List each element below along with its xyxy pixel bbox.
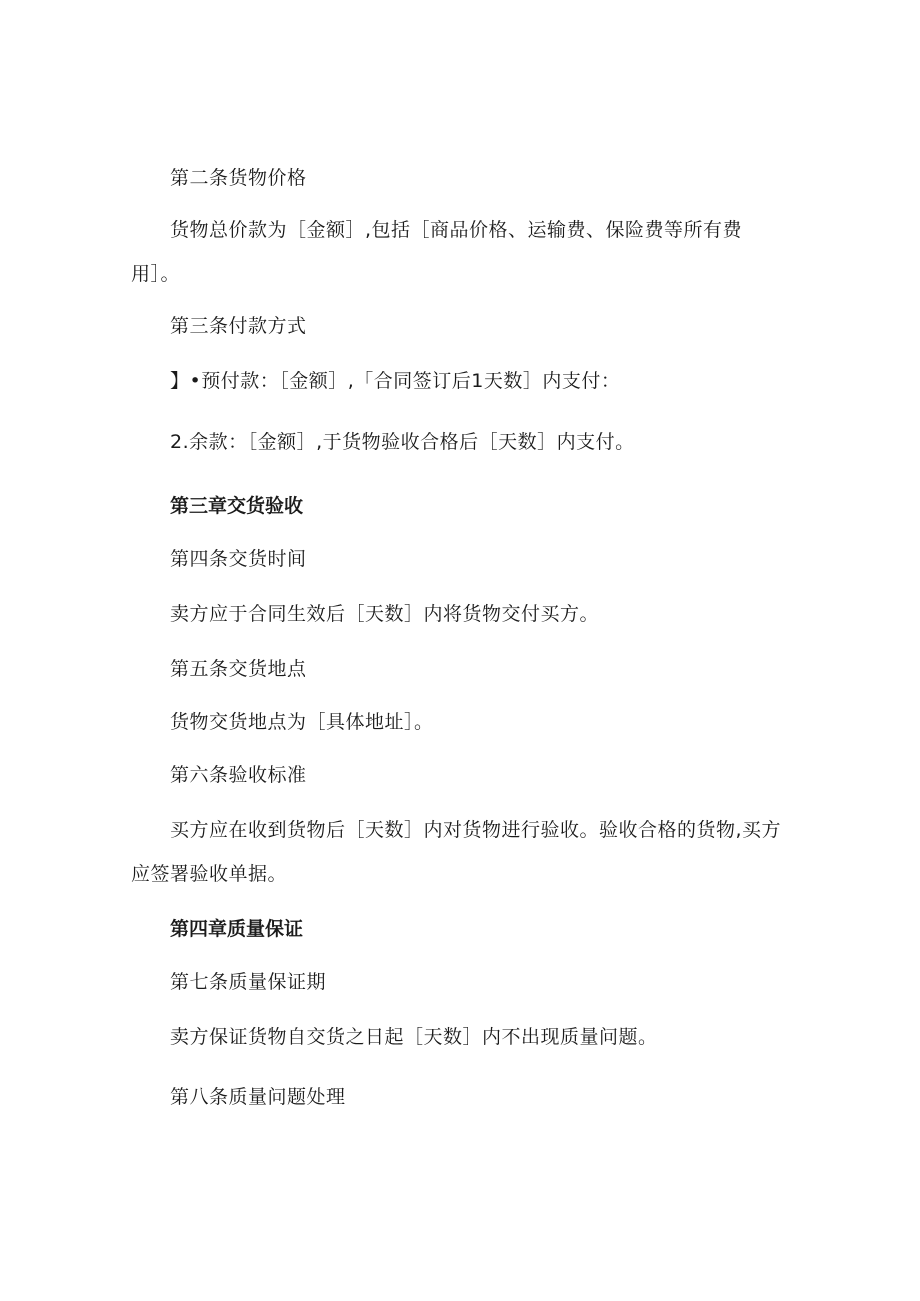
article-3-item-1: 】•预付款：［金额］,「合同签订后1天数］内支付： [170,370,621,392]
article-3-title: 第三条付款方式 [170,315,307,337]
article-2-body: 货物总价款为［金额］,包括［商品价格、运输费、保险费等所有费用］。 [131,219,743,285]
article-8-title: 第八条质量问题处理 [170,1086,346,1108]
article-2-title: 第二条货物价格 [170,167,307,189]
article-5-body: 货物交货地点为［具体地址］。 [170,711,434,733]
article-3-item-2: 2.余款：［金额］,于货物验收合格后［天数］内支付。 [170,431,635,453]
article-6-body: 买方应在收到货物后［天数］内对货物进行验收。验收合格的货物,买方应签署验收单据。 [131,819,782,885]
article-7-body: 卖方保证货物自交货之日起［天数］内不出现质量问题。 [170,1026,658,1048]
article-7-title: 第七条质量保证期 [170,971,327,993]
chapter-3-heading: 第三章交货验收 [170,495,304,517]
article-4-body: 卖方应于合同生效后［天数］内将货物交付买方。 [170,603,600,625]
article-5-title: 第五条交货地点 [170,658,307,680]
chapter-4-heading: 第四章质量保证 [170,918,304,940]
article-4-title: 第四条交货时间 [170,548,307,570]
article-6-title: 第六条验收标准 [170,764,307,786]
